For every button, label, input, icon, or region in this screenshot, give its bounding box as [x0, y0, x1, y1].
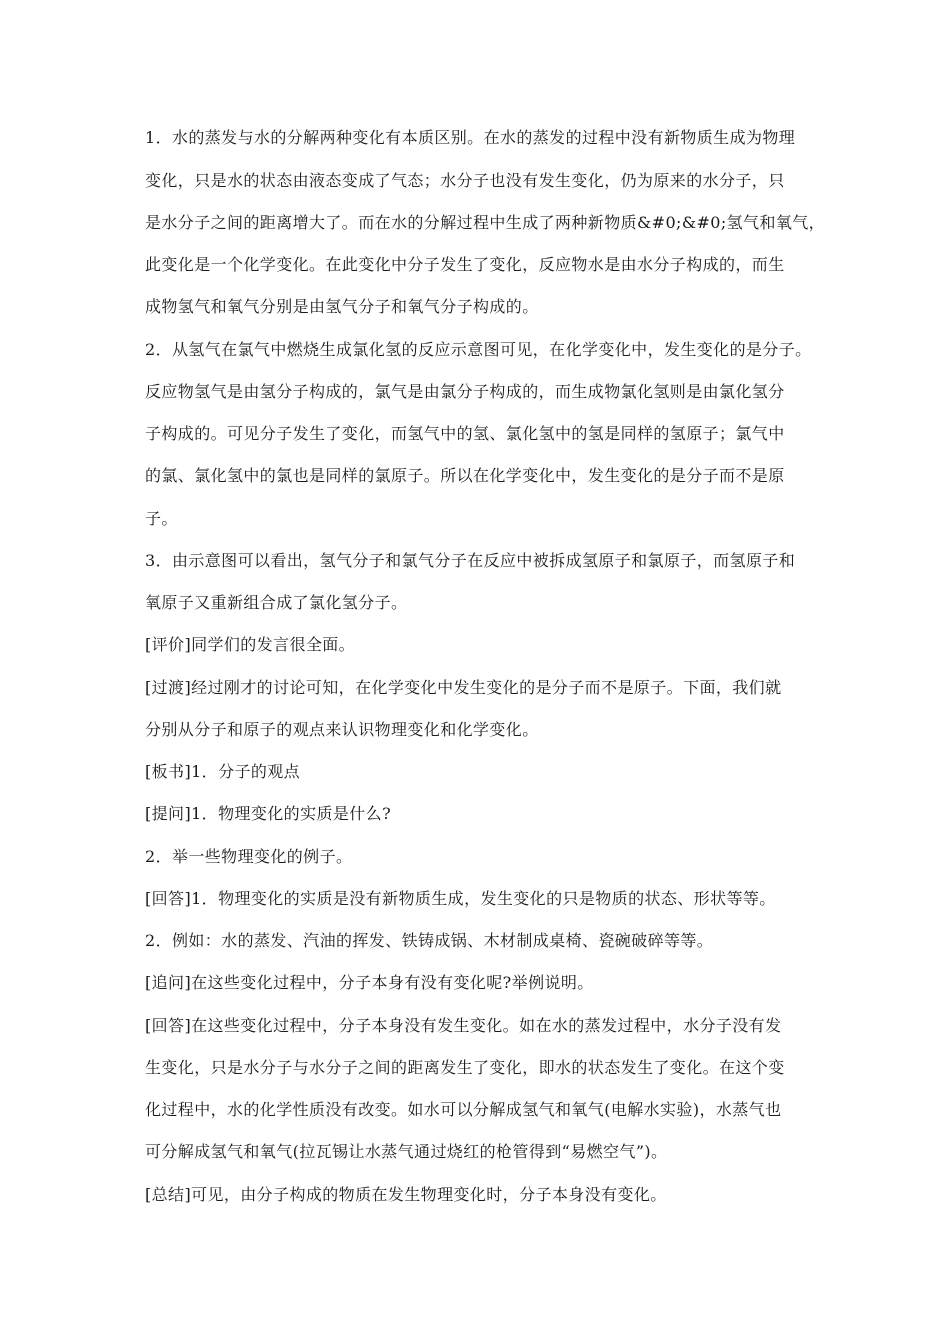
text-line: 2．例如：水的蒸发、汽油的挥发、铁铸成锅、木材制成桌椅、瓷碗破碎等等。 — [145, 931, 714, 950]
text-line: 子。 — [145, 509, 178, 528]
text-line: 氧原子又重新组合成了氯化氢分子。 — [145, 593, 408, 612]
text-line: 可分解成氢气和氧气(拉瓦锡让水蒸气通过烧红的枪管得到“易燃空气”)。 — [145, 1142, 668, 1161]
text-line: 化过程中，水的化学性质没有改变。如水可以分解成氢气和氧气(电解水实验)，水蒸气也 — [145, 1100, 782, 1119]
text-line: 生变化，只是水分子与水分子之间的距离发生了变化，即水的状态发生了变化。在这个变 — [145, 1058, 785, 1077]
text-line: 变化，只是水的状态由液态变成了气态；水分子也没有发生变化，仍为原来的水分子，只 — [145, 171, 785, 190]
text-line: [追问]在这些变化过程中，分子本身有没有变化呢?举例说明。 — [145, 973, 594, 992]
text-line: [板书]1．分子的观点 — [145, 762, 301, 781]
text-line: [总结]可见，由分子构成的物质在发生物理变化时，分子本身没有变化。 — [145, 1185, 667, 1204]
text-line: 1．水的蒸发与水的分解两种变化有本质区别。在水的蒸发的过程中没有新物质生成为物理 — [145, 128, 796, 147]
text-line: 是水分子之间的距离增大了。而在水的分解过程中生成了两种新物质&#0;&#0;氢气和氧气， — [145, 213, 826, 232]
text-line: 子构成的。可见分子发生了变化，而氢气中的氢、氯化氢中的氢是同样的氢原子；氯气中 — [145, 424, 785, 443]
text-line: [回答]在这些变化过程中，分子本身没有发生变化。如在水的蒸发过程中，水分子没有发 — [145, 1016, 782, 1035]
text-line: 2．从氢气在氯气中燃烧生成氯化氢的反应示意图可见，在化学变化中，发生变化的是分子。 — [145, 340, 812, 359]
text-line: [提问]1．物理变化的实质是什么? — [145, 804, 392, 823]
text-line: 此变化是一个化学变化。在此变化中分子发生了变化，反应物水是由水分子构成的，而生 — [145, 255, 785, 274]
text-line: 反应物氢气是由氢分子构成的，氯气是由氯分子构成的，而生成物氯化氢则是由氯化氢分 — [145, 382, 785, 401]
text-line: [过渡]经过刚才的讨论可知，在化学变化中发生变化的是分子而不是原子。下面，我们就 — [145, 678, 782, 697]
text-line: 分别从分子和原子的观点来认识物理变化和化学变化。 — [145, 720, 539, 739]
text-line: 成物氢气和氧气分别是由氢气分子和氧气分子构成的。 — [145, 297, 539, 316]
text-line: 2．举一些物理变化的例子。 — [145, 847, 353, 866]
text-line: [回答]1．物理变化的实质是没有新物质生成，发生变化的只是物质的状态、形状等等。 — [145, 889, 776, 908]
text-line: 的氯、氯化氢中的氯也是同样的氯原子。所以在化学变化中，发生变化的是分子而不是原 — [145, 466, 785, 485]
text-line: 3．由示意图可以看出，氢气分子和氯气分子在反应中被拆成氢原子和氯原子，而氢原子和 — [145, 551, 796, 570]
text-line: [评价]同学们的发言很全面。 — [145, 635, 356, 654]
